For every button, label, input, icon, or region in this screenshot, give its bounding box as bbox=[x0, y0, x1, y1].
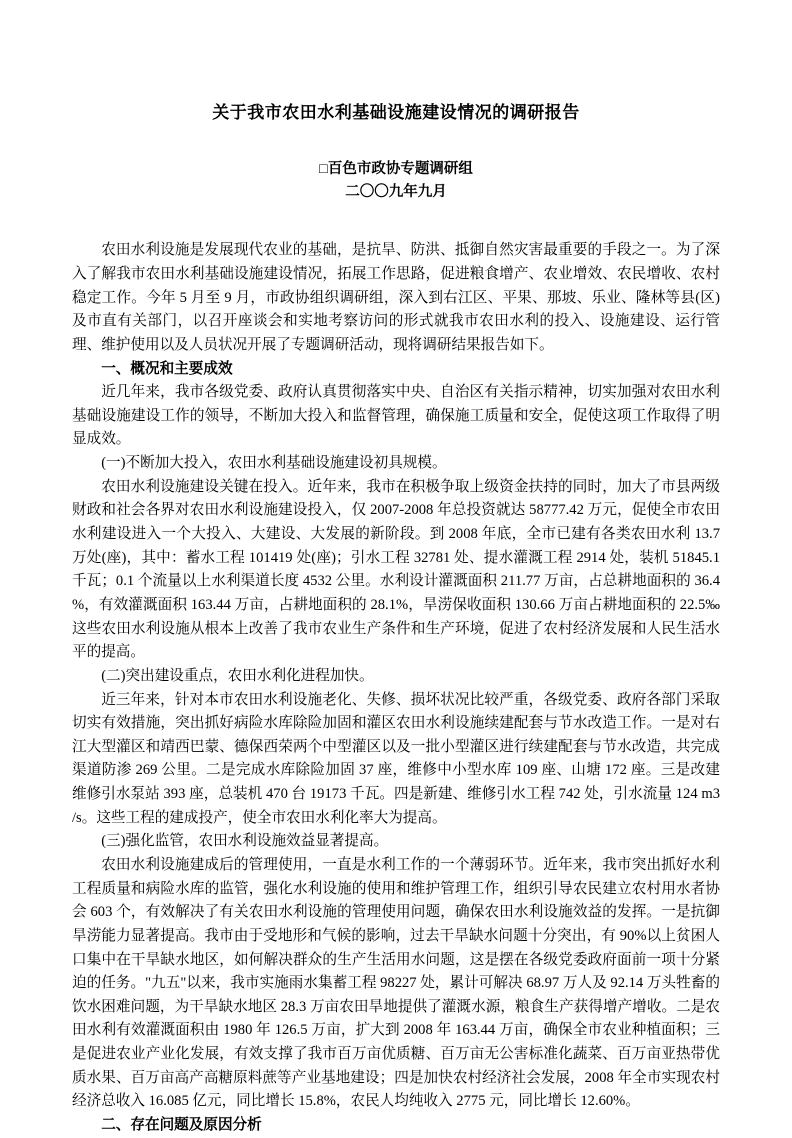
section-heading: 一、概况和主要成效 bbox=[101, 360, 233, 377]
document-body bbox=[72, 239, 720, 1137]
paragraph: 近几年来，我市各级党委、政府认真贯彻落实中央、自治区有关指示精神，切实加强对农田水利基础设施建设工作的领导，不断加大投入和监督管理，确保施工质量和安全，促使这项工作取得了明显成效。 bbox=[72, 384, 720, 448]
section-heading: 二、存在问题及原因分析 bbox=[101, 1117, 262, 1134]
page-title: 关于我市农田水利基础设施建设情况的调研报告 bbox=[212, 103, 580, 122]
paragraph: 农田水利设施建成后的管理使用，一直是水利工作的一个薄弱环节。近年来，我市突出抓好水利工程质量和病险水库的监管，强化水利设施的使用和维护管理工作，组织引导农民建立农村用水者协会 603 个，有效解决了有关农田水利设施的管理使用问题，确保农田水利设施效益的发挥。一是抗御旱涝能力显著提高。我市由于受地形和气候的影响，过去干旱缺水问题十分突出，有 90%以上贫困人口集中在干旱缺水地区，如何解决群众的生产生活用水问题，这是摆在各级党委政府面前一项十分紧迫的任务。"九五"以来，我市实施雨水集蓄工程 98227 处，累计可解决 68.97 万人及 92.14 万头牲畜的饮水困难问题，为干旱缺水地区 28.3 万亩农田旱地提供了灌溉水源，粮食生产获得增产增收。二是农田水利有效灌溉面积由 1980 年 126.5 万亩，扩大到 2008 年 163.44 万亩，确保全市农业种植面积；三是促进农业产业化发展，有效支撑了我市百万亩优质糖、百万亩无公害标准化蔬菜、百万亩亚热带优质水果、百万亩高产高糖原料蔗等产业基地建设；四是加快农村经济社会发展，2008 年全市实现农村经济总收入 16.085 亿元，同比增长 15.8%，农民人均纯收入 2775 元，同比增长 12.60%。 bbox=[72, 857, 720, 1110]
paragraph: (二)突出建设重点，农田水利化进程加快。 bbox=[101, 667, 374, 684]
byline-date: 二〇〇九年九月 bbox=[345, 184, 447, 201]
paragraph: (一)不断加大投入，农田水利基础设施建设初具规模。 bbox=[101, 455, 447, 472]
byline-block bbox=[72, 158, 720, 206]
paragraph: 农田水利设施是发展现代农业的基础，是抗旱、防洪、抵御自然灾害最重要的手段之一。为了深入了解我市农田水利基础设施建设情况，拓展工作思路，促进粮食增产、农业增效、农民增收、农村稳定工作。今年 5 月至 9 月，市政协组织调研组，深入到右江区、平果、那坡、乐业、隆林等县(区)及市直有关部门，以召开座谈会和实地考察访问的形式就我市农田水利的投入、设施建设、运行管理、维护使用以及人员状况开展了专题调研活动，现将调研结果报告如下。 bbox=[72, 242, 720, 353]
byline-organization: □百色市政协专题调研组 bbox=[319, 160, 473, 177]
paragraph: (三)强化监管，农田水利设施效益显著提高。 bbox=[101, 833, 389, 850]
paragraph: 近三年来，针对本市农田水利设施老化、失修、损坏状况比较严重，各级党委、政府各部门采取切实有效措施，突出抓好病险水库除险加固和灌区农田水利设施续建配套与节水改造工作。一是对右江大型灌区和靖西巴蒙、德保西荣两个中型灌区以及一批小型灌区进行续建配套与节水改造，共完成渠道防渗 269 公里。二是完成水库除险加固 37 座，维修中小型水库 109 座、山塘 172 座。三是改建维修引水泵站 393 座，总装机 470 台 19173 千瓦。四是新建、维修引水工程 742 处，引水流量 124 m3 /s。这些工程的建成投产，使全市农田水利化率大为提高。 bbox=[72, 691, 720, 826]
paragraph: 农田水利设施建设关键在投入。近年来，我市在积极争取上级资金扶持的同时，加大了市县两级财政和社会各界对农田水利设施建设投入，仅 2007-2008 年总投资就达 58777.42 万元，促使全市农田水利建设进入一个大投入、大建设、大发展的新阶段。到 2008 年底，全市已建有各类农田水利 13.7 万处(座)，其中：蓄水工程 101419 处(座)；引水工程 32781 处、提水灌溉工程 2914 处，装机 51845.1 千瓦；0.1 个流量以上水利渠道长度 4532 公里。水利设计灌溉面积 211.77 万亩，占总耕地面积的 36.4 %，有效灌溉面积 163.44 万亩，占耕地面积的 28.1%，旱涝保收面积 130.66 万亩占耕地面积的 22.5‰ 这些农田水利设施从根本上改善了我市农业生产条件和生产环境，促进了农村经济发展和人民生活水平的提高。 bbox=[72, 478, 720, 661]
